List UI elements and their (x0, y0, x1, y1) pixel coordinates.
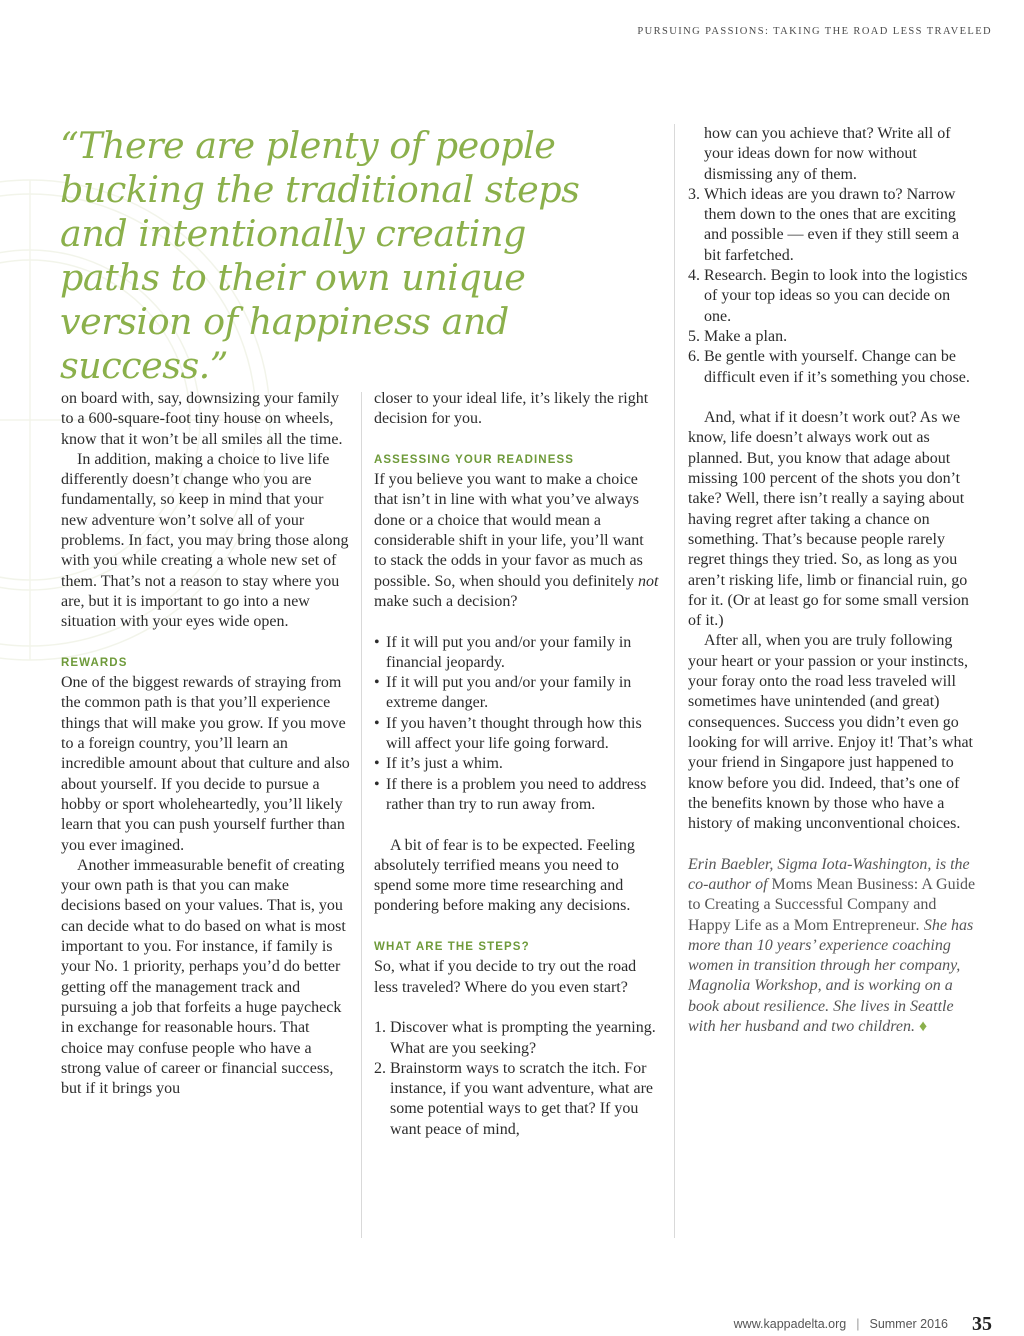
book-title: Moms Mean Business: A Guide to Creating a Successful Company and Happy Life as a Mom Entrepreneur (688, 875, 976, 934)
paragraph: A bit of fear is to be expected. Feeling absolutely terrified means you need to spend some more time researching and pondering before making any decisions. (374, 836, 635, 915)
column-divider (674, 124, 675, 1238)
paragraph: One of the biggest rewards of straying from the common path is that you’ll experience things that will make you grow. If you move to a foreign country, you’ll learn an incredible amount about that culture and also about yourself. If you decide to pursue a hobby or sport wholeheartedly, you’ll likely learn that you can push yourself further than you ever imagined. (61, 674, 350, 854)
column-3 (688, 124, 978, 1037)
list-item: 1. Discover what is prompting the yearning. What are you seeking? (374, 1019, 656, 1057)
steps-list-continued (688, 124, 978, 388)
running-head: PURSUING PASSIONS: TAKING THE ROAD LESS TRAVELED (637, 26, 992, 37)
paragraph: After all, when you are truly following your heart or your passion or your instincts, your foray onto the road less traveled will sometimes have unintended (and great) consequences. Success you didn’t even go looking for will arrive. Enjoy it! That’s what your friend in Singapore just happened to know before you did. Indeed, that’s one of the benefits known by those who have a history of making unconventional choices. (688, 632, 973, 833)
paragraph: If you believe you want to make a choice that isn’t in line with what you’ve always done or a choice that would mean a considerable shift in your life, you’ll want to stack the odds in your favor as much as possible. So, when should you definitely not make such a decision? (374, 471, 659, 610)
list-item: • If there is a problem you need to address rather than try to run away from. (374, 775, 659, 816)
page-number: 35 (972, 1312, 992, 1335)
list-item: • If it will put you and/or your family in extreme danger. (374, 673, 659, 714)
section-heading-rewards: REWARDS (61, 656, 128, 669)
emphasis: not (637, 572, 659, 590)
list-item: • If you haven’t thought through how this will affect your life going forward. (374, 714, 659, 755)
paragraph: Another immeasurable benefit of creating your own path is that you can make decisions based on your values. That is, you can decide what to do based on what is most important to you. For instance, if family is your No. 1 priority, perhaps you’d do better getting off the management track and pursuing a job that forfeits a huge paycheck in exchange for reasonable hours. That choice may confuse people who have a strong value of career or financial success, but if it brings you (61, 856, 346, 1098)
section-heading-steps: WHAT ARE THE STEPS? (374, 941, 530, 954)
footer-separator: | (856, 1317, 860, 1331)
paragraph: on board with, say, downsizing your family to a 600-square-foot tiny house on wheels, know that it won’t be all smiles all the time. (61, 390, 343, 448)
footer-issue: Summer 2016 (869, 1317, 948, 1331)
section-heading-readiness: ASSESSING YOUR READINESS (374, 453, 575, 466)
page-footer (734, 1314, 992, 1334)
list-item: 4. Research. Begin to look into the logistics of your top ideas so you can decide on one. (688, 267, 968, 325)
list-item: 6. Be gentle with yourself. Change can be difficult even if it’s something you chose. (688, 348, 970, 386)
paragraph: And, what if it doesn’t work out? As we know, life doesn’t always work out as planned. But, you know that adage about missing 100 percent of the shots you don’t take? Well, there isn’t really a saying about having regret after taking a chance on something. That’s because people rarely regret things they tried. So, as long as you aren’t risking life, limb or financial ruin, go for it. (Or at least go for some small version of it.) (688, 409, 969, 630)
steps-list (374, 1018, 659, 1140)
list-item: 3. Which ideas are you drawn to? Narrow them down to the ones that are exciting and possible — even if they still seem a bit farfetched. (688, 185, 960, 264)
column-divider (361, 392, 362, 1238)
diamond-end-mark-icon: ♦ (918, 1018, 928, 1036)
paragraph: In addition, making a choice to live life differently doesn’t change who you are fundamentally, so keep in mind that your new adventure won’t solve all of your problems. In fact, you may bring those along with you while creating a whole new set of them. That’s not a reason to stay where you are, but it is important to go into a new situation with your eyes wide open. (61, 450, 349, 631)
list-item: how can you achieve that? Write all of your ideas down for now without dismissing any of them. (704, 125, 951, 183)
list-item: 5. Make a plan. (688, 327, 788, 345)
author-bio: Erin Baebler, Sigma Iota-Washington, is the co-author of Moms Mean Business: A Guide to Creating a Successful Company and Happy Life as a Mom Entrepreneur. She has more than 10 years’ experience coaching women in transition through her company, Magnolia Workshop, and is working on a book about resilience. She lives in Seattle with her husband and two children. ♦ (688, 855, 976, 1036)
column-2 (374, 389, 659, 1140)
column-1 (61, 389, 351, 1099)
readiness-bullet-list (374, 633, 659, 816)
pull-quote: “There are plenty of people bucking the traditional steps and intentionally creating paths to their own unique version of happiness and success.” (60, 124, 580, 387)
paragraph: closer to your ideal life, it’s likely the right decision for you. (374, 390, 649, 428)
list-item: • If it’s just a whim. (374, 754, 659, 774)
list-item: • If it will put you and/or your family in financial jeopardy. (374, 633, 659, 674)
footer-url: www.kappadelta.org (733, 1317, 847, 1331)
paragraph: So, what if you decide to try out the road less traveled? Where do you even start? (374, 958, 637, 996)
list-item: 2. Brainstorm ways to scratch the itch. For instance, if you want adventure, what are some potential ways to get that? If you want peace of mind, (374, 1059, 654, 1138)
